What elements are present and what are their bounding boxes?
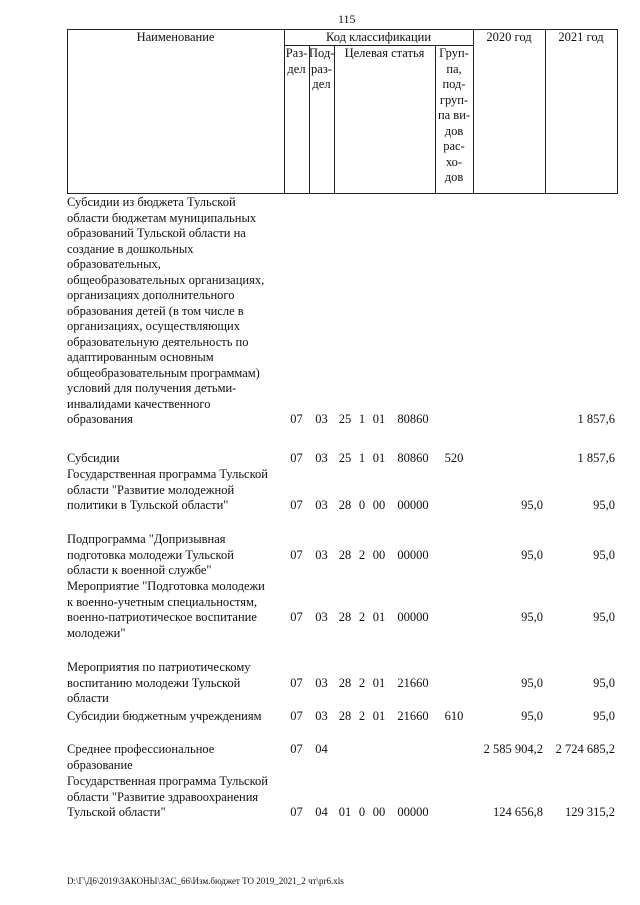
header-2021: 2021 год xyxy=(558,30,604,44)
cell-razdel: 07 xyxy=(290,709,303,723)
cell-ts4: 00000 xyxy=(397,498,429,512)
cell-ts3: 01 xyxy=(372,412,386,426)
row-name-line: образования детей (в том числе в xyxy=(67,303,244,318)
row-name-line: военно-патриотическое воспитание xyxy=(67,610,257,624)
row-name-line: политики в Тульской области" xyxy=(67,498,229,512)
cell-ts2: 2 xyxy=(358,709,366,723)
cell-podrazdel: 03 xyxy=(315,547,328,562)
cell-razdel: 07 xyxy=(290,610,303,624)
row-name-line: Субсидии из бюджета Тульской xyxy=(67,195,236,209)
row-name-line: образование xyxy=(67,757,133,772)
cell-podrazdel: 03 xyxy=(315,675,328,690)
cell-ts4: 00000 xyxy=(397,610,429,624)
row-name-line: инвалидами качественного xyxy=(67,396,211,411)
cell-v2021: 1 857,6 xyxy=(577,451,615,465)
cell-ts2: 2 xyxy=(358,610,366,624)
cell-podrazdel: 03 xyxy=(315,709,328,723)
row-name-line: Мероприятия по патриотическому xyxy=(67,660,251,674)
cell-v2020: 2 585 904,2 xyxy=(483,742,543,756)
row-name-line: области "Развитие молодежной xyxy=(67,482,235,497)
cell-ts3: 01 xyxy=(372,451,386,465)
row-name-line: организациях дополнительного xyxy=(67,288,235,302)
cell-razdel: 07 xyxy=(290,547,303,562)
page-number: 115 xyxy=(338,12,356,26)
cell-ts1: 25 xyxy=(338,451,352,465)
cell-ts2: 1 xyxy=(358,451,366,465)
header-2020: 2020 год xyxy=(486,30,532,44)
cell-ts1: 28 xyxy=(338,675,352,690)
cell-ts1: 25 xyxy=(338,412,352,426)
row-name-line: подготовка молодежи Тульской xyxy=(67,547,234,562)
cell-v2020: 95,0 xyxy=(521,498,543,512)
cell-v2021: 2 724 685,2 xyxy=(555,742,615,756)
row-name-line: к военно-учетным специальностям, xyxy=(67,594,258,609)
cell-ts2: 1 xyxy=(358,412,366,426)
cell-podrazdel: 04 xyxy=(315,805,328,819)
row-name-line: общеобразовательных организациях, xyxy=(67,272,265,287)
row-name-line: области к военной службе" xyxy=(67,563,212,577)
cell-v2021: 95,0 xyxy=(593,498,615,512)
cell-v2020: 95,0 xyxy=(521,610,543,624)
row-name-line: создание в дошкольных xyxy=(67,241,194,256)
cell-ts1: 28 xyxy=(338,709,352,723)
cell-v2021: 95,0 xyxy=(593,610,615,624)
cell-grp: 520 xyxy=(444,451,464,465)
row-name-line: Мероприятие "Подготовка молодежи xyxy=(67,579,265,593)
cell-ts4: 80860 xyxy=(397,451,429,465)
cell-ts4: 80860 xyxy=(397,412,429,426)
cell-ts3: 00 xyxy=(372,547,386,562)
cell-ts3: 01 xyxy=(372,709,386,723)
row-name-line: Субсидии xyxy=(67,451,120,465)
cell-ts3: 01 xyxy=(372,610,386,624)
row-name-line: Подпрограмма "Допризывная xyxy=(67,532,226,546)
cell-ts4: 00000 xyxy=(397,547,429,562)
row-name-line: области xyxy=(67,691,109,705)
cell-ts3: 01 xyxy=(372,675,386,690)
cell-v2021: 1 857,6 xyxy=(577,412,615,426)
cell-podrazdel: 03 xyxy=(315,498,328,512)
cell-ts3: 00 xyxy=(372,498,386,512)
header-subsection: Под- раз- дел xyxy=(309,46,335,91)
cell-ts2: 0 xyxy=(358,805,366,819)
cell-ts1: 28 xyxy=(338,547,352,562)
cell-ts3: 00 xyxy=(372,805,386,819)
cell-v2020: 124 656,8 xyxy=(493,805,543,819)
cell-ts2: 2 xyxy=(358,547,366,562)
header-section: Раз- дел xyxy=(285,46,308,76)
cell-podrazdel: 03 xyxy=(315,451,328,465)
row-name-line: образовательных, xyxy=(67,257,161,271)
row-name-line: области "Развитие здравоохранения xyxy=(67,789,259,804)
row-name-line: Государственная программа Тульской xyxy=(67,774,268,788)
header-classification: Код классификации xyxy=(325,30,432,44)
cell-ts4: 00000 xyxy=(397,805,429,819)
row-name-line: Субсидии бюджетным учреждениям xyxy=(67,709,262,723)
row-name-line: образовательную деятельность по xyxy=(67,334,249,349)
cell-v2020: 95,0 xyxy=(521,675,543,690)
cell-razdel: 07 xyxy=(290,805,303,819)
cell-grp: 610 xyxy=(444,709,464,723)
row-name-line: Тульской области" xyxy=(67,805,166,819)
row-name-line: области бюджетам муниципальных xyxy=(67,210,257,225)
row-name-line: Государственная программа Тульской xyxy=(67,467,268,481)
cell-ts1: 28 xyxy=(338,498,352,512)
row-name-line: организациях, осуществляющих xyxy=(67,319,240,333)
cell-podrazdel: 03 xyxy=(315,412,328,426)
cell-ts2: 0 xyxy=(358,498,366,512)
row-name-line: адаптированным основным xyxy=(67,350,214,364)
row-name-line: молодежи" xyxy=(67,625,126,640)
cell-ts4: 21660 xyxy=(397,675,429,690)
header-name: Наименование xyxy=(136,30,215,44)
cell-ts4: 21660 xyxy=(397,709,429,723)
cell-razdel: 07 xyxy=(290,742,303,756)
cell-razdel: 07 xyxy=(290,412,303,426)
header-target: Целевая статья xyxy=(344,46,425,60)
cell-v2020: 95,0 xyxy=(521,709,543,723)
cell-v2021: 95,0 xyxy=(593,675,615,690)
cell-v2020: 95,0 xyxy=(521,547,543,562)
row-name-line: условий для получения детьми- xyxy=(67,381,237,395)
cell-v2021: 95,0 xyxy=(593,547,615,562)
row-name-line: образований Тульской области на xyxy=(67,226,246,240)
row-name-line: воспитанию молодежи Тульской xyxy=(67,675,241,690)
header-group: Груп- па, под- груп- па ви- дов рас- хо- дов xyxy=(437,46,471,184)
cell-ts2: 2 xyxy=(358,675,366,690)
cell-ts1: 28 xyxy=(338,610,352,624)
cell-ts1: 01 xyxy=(338,805,352,819)
cell-v2021: 129 315,2 xyxy=(565,805,615,819)
cell-podrazdel: 04 xyxy=(315,742,328,756)
footer-file-path: D:\Г\Д6\2019\ЗАКОНЫ\ЗАС_66\Изм.бюджет ТО 2019_2021_2 чт\pr6.xls xyxy=(67,876,344,886)
cell-podrazdel: 03 xyxy=(315,610,328,624)
cell-v2021: 95,0 xyxy=(593,709,615,723)
row-name-line: образования xyxy=(67,412,133,426)
cell-razdel: 07 xyxy=(290,675,303,690)
row-name-line: общеобразовательным программам) xyxy=(67,365,260,380)
cell-razdel: 07 xyxy=(290,498,303,512)
cell-razdel: 07 xyxy=(290,451,303,465)
row-name-line: Среднее профессиональное xyxy=(67,742,215,756)
